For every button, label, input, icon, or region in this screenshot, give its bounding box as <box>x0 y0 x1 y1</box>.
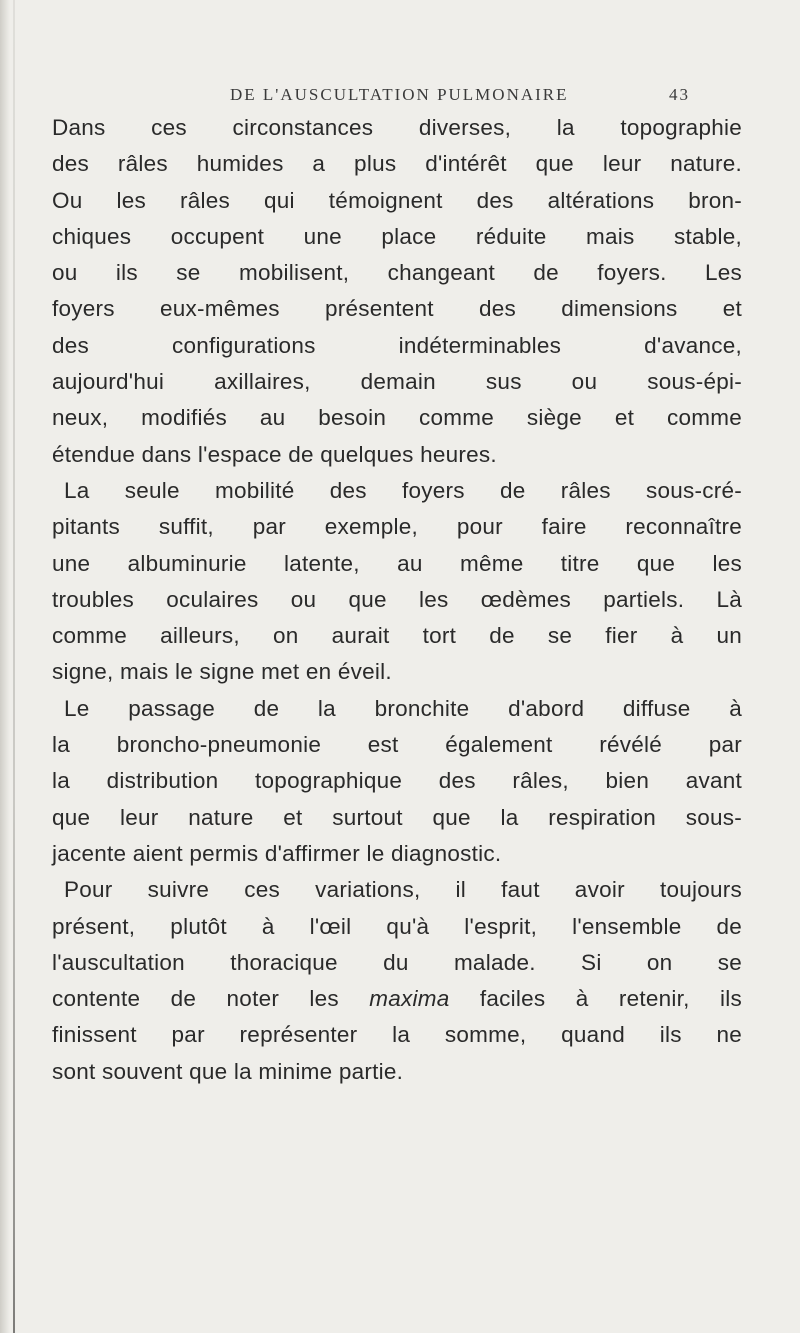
text-line: que leur nature et surtout que la respiration sous- <box>52 804 742 830</box>
running-head <box>230 85 690 109</box>
text-segment: faciles à retenir, ils <box>449 986 742 1012</box>
body-text <box>52 110 742 1090</box>
text-line: La seule mobilité des foyers de râles sous-cré- <box>64 477 742 503</box>
page-gutter-shadow <box>0 0 10 1333</box>
text-line: ou ils se mobilisent, changeant de foyers. Les <box>52 260 742 286</box>
page-number: 43 <box>669 85 690 104</box>
text-line: Pour suivre ces variations, il faut avoir toujours <box>64 877 742 903</box>
text-line: présent, plutôt à l'œil qu'à l'esprit, l'ensemble de <box>52 913 742 939</box>
text-line: neux, modifiés au besoin comme siège et comme <box>52 405 742 431</box>
text-line: sont souvent que la minime partie. <box>52 1058 404 1084</box>
text-line: troubles oculaires ou que les œdèmes partiels. Là <box>52 586 742 612</box>
text-line: aujourd'hui axillaires, demain sus ou sous-épi- <box>52 369 742 395</box>
text-line: Le passage de la bronchite d'abord diffuse à <box>64 695 742 721</box>
text-line: Dans ces circonstances diverses, la topographie <box>52 115 742 140</box>
text-line: des râles humides a plus d'intérêt que leur nature. <box>52 151 742 177</box>
text-line: étendue dans l'espace de quelques heures. <box>52 441 497 467</box>
text-line: Ou les râles qui témoignent des altérations bron- <box>52 187 742 213</box>
text-line: la broncho-pneumonie est également révélé par <box>52 732 742 758</box>
text-line: comme ailleurs, on aurait tort de se fier à un <box>52 623 742 649</box>
text-line: pitants suffit, par exemple, pour faire reconnaître <box>52 514 742 540</box>
binding-edge <box>13 0 15 1333</box>
text-line: chiques occupent une place réduite mais stable, <box>52 223 742 249</box>
text-line: l'auscultation thoracique du malade. Si on se <box>52 949 742 975</box>
text-line: des configurations indéterminables d'avance, <box>52 332 742 358</box>
italic-term: maxima <box>369 986 450 1012</box>
text-line: une albuminurie latente, au même titre que les <box>52 550 742 576</box>
text-segment: contente de noter les <box>52 986 370 1012</box>
text-line: signe, mais le signe met en éveil. <box>52 659 392 685</box>
text-line <box>52 981 742 1017</box>
text-line: finissent par représenter la somme, quand ils ne <box>52 1022 742 1048</box>
running-title: DE L'AUSCULTATION PULMONAIRE <box>230 85 569 104</box>
text-line: la distribution topographique des râles, bien avant <box>52 768 742 794</box>
text-line: foyers eux-mêmes présentent des dimensions et <box>52 296 742 322</box>
text-line: jacente aient permis d'affirmer le diagnostic. <box>52 840 502 866</box>
